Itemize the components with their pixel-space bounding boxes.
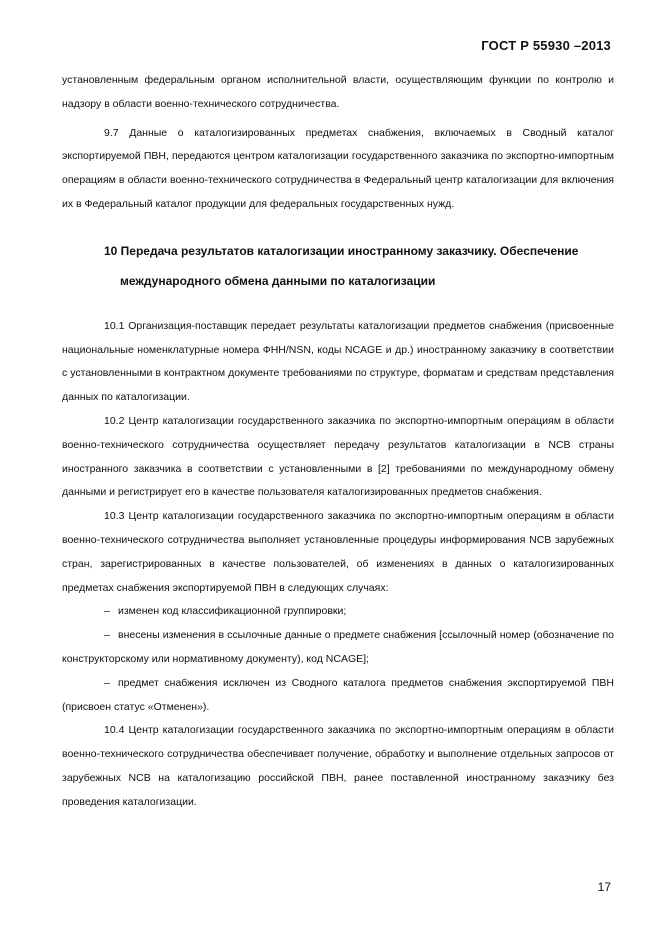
paragraph-9-7: 9.7 Данные о каталогизированных предметах снабжения, включаемых в Сводный каталог экспортируемой ПВН, передаются центром каталогизации государственного заказчика по экспортно-импортным операциям в области военно-технического сотрудничества в Федеральный центр каталогизации для включения их в Федеральный каталог продукции для федеральных государственных нужд. (62, 126, 614, 210)
document-id-header: ГОСТ Р 55930 –2013 (481, 38, 611, 53)
list-item-text: предмет снабжения исключен из Сводного каталога предметов снабжения экспортируемой ПВН (присвоен статус «Отменен»). (62, 676, 614, 713)
list-item (62, 624, 614, 672)
paragraph-10-4: 10.4 Центр каталогизации государственного заказчика по экспортно-импортным операциям в области военно-технического сотрудничества обеспечивает получение, обработку и выполнение отдельных запросов от зарубежных NCB на каталогизацию российской ПВН, ранее поставленной иностранному заказчику без проведения каталогизации. (62, 724, 614, 808)
dash-marker: – (104, 605, 110, 618)
list-item (62, 600, 614, 624)
section-heading-line-1: 10 Передача результатов каталогизации иностранному заказчику. Обеспечение (104, 243, 579, 258)
document-body (62, 69, 614, 815)
dash-marker: – (104, 676, 110, 689)
dash-marker: – (104, 629, 110, 642)
paragraph-continuation: установленным федеральным органом исполнительной власти, осуществляющим функции по контролю и надзору в области военно-технического сотрудничества. (62, 74, 614, 110)
paragraph-10-3: 10.3 Центр каталогизации государственного заказчика по экспортно-импортным операциям в области военно-технического сотрудничества выполняет установленные процедуры информирования NCB зарубежных стран, зарегистрированных в качестве пользователей, об изменениях в данных о каталогизированных предметах снабжения экспортируемой ПВН в следующих случаях: (62, 510, 614, 594)
section-heading-10 (62, 236, 614, 296)
list-item-text: изменен код классификационной группировки; (118, 605, 347, 618)
paragraph-10-2: 10.2 Центр каталогизации государственного заказчика по экспортно-импортным операциям в области военно-технического сотрудничества осуществляет передачу результатов каталогизации в NCB страны иностранного заказчика в соответствии с установленными в [2] требованиями по международному обмену данными и регистрирует его в качестве пользователя каталогизированных предметов снабжения. (62, 414, 614, 499)
paragraph-10-1: 10.1 Организация-поставщик передает результаты каталогизации предметов снабжения (присвоенные национальные номенклатурные номера ФНН/NSN, коды NCAGE и др.) иностранному заказчику в соответствии с установленными в контрактном документе требованиями по структуре, форматам и средствам представления данных по каталогизации. (62, 319, 614, 404)
list-item-text: внесены изменения в ссылочные данные о предмете снабжения [ссылочный номер (обозначение по конструкторскому или нормативному документу), код NCAGE]; (62, 629, 614, 665)
section-heading-line-2: международного обмена данными по каталогизации (120, 273, 436, 288)
list-item (62, 672, 614, 720)
page-number: 17 (597, 880, 611, 894)
